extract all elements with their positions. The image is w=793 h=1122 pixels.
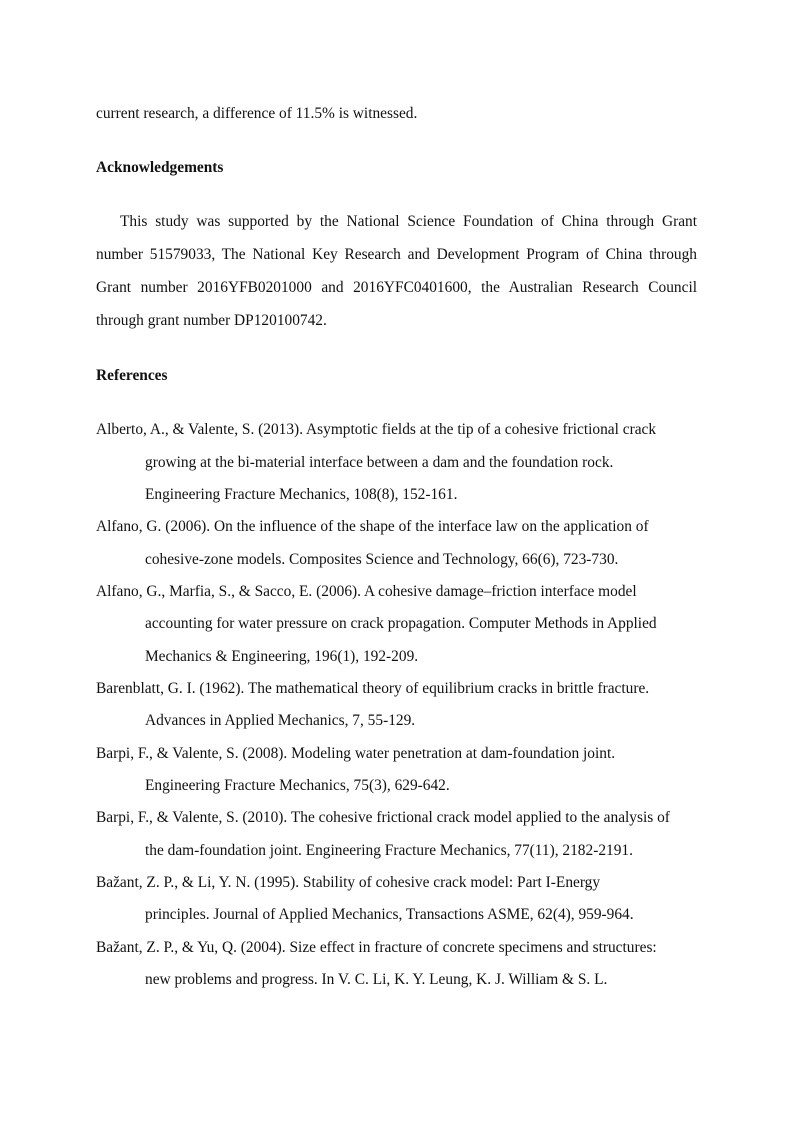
reference-line: cohesive-zone models. Composites Science and Technology, 66(6), 723-730. [145,551,619,568]
references-heading: References [96,367,168,384]
reference-line: the dam-foundation joint. Engineering Fracture Mechanics, 77(11), 2182-2191. [145,842,633,859]
reference-line: new problems and progress. In V. C. Li, K. Y. Leung, K. J. William & S. L. [145,971,608,988]
acknowledgements-heading: Acknowledgements [96,159,224,176]
reference-line: Barpi, F., & Valente, S. (2010). The cohesive frictional crack model applied to the analysis of [96,809,670,826]
acknowledgements-line: through grant number DP120100742. [96,312,327,329]
acknowledgements-line: This study was supported by the National Science Foundation of China through Grant [120,213,697,230]
reference-line: Mechanics & Engineering, 196(1), 192-209. [145,648,419,665]
reference-line: Barenblatt, G. I. (1962). The mathematical theory of equilibrium cracks in brittle fracture. [96,680,650,697]
reference-line: Engineering Fracture Mechanics, 108(8), 152-161. [145,486,458,503]
reference-line: Bažant, Z. P., & Li, Y. N. (1995). Stability of cohesive crack model: Part I-Energy [96,874,601,891]
reference-line: Bažant, Z. P., & Yu, Q. (2004). Size effect in fracture of concrete specimens and structures: [96,939,657,956]
continuation-text: current research, a difference of 11.5% is witnessed. [96,105,418,122]
reference-line: Alfano, G., Marfia, S., & Sacco, E. (2006). A cohesive damage–friction interface model [96,583,637,600]
reference-line: Engineering Fracture Mechanics, 75(3), 629-642. [145,777,450,794]
reference-line: accounting for water pressure on crack propagation. Computer Methods in Applied [145,615,657,632]
reference-line: Alfano, G. (2006). On the influence of the shape of the interface law on the application of [96,518,649,535]
acknowledgements-line: number 51579033, The National Key Research and Development Program of China through [96,246,697,263]
reference-line: Alberto, A., & Valente, S. (2013). Asymptotic fields at the tip of a cohesive frictional crack [96,421,657,438]
acknowledgements-line: Grant number 2016YFB0201000 and 2016YFC0401600, the Australian Research Council [96,279,697,296]
reference-line: growing at the bi-material interface between a dam and the foundation rock. [145,454,614,471]
reference-line: principles. Journal of Applied Mechanics, Transactions ASME, 62(4), 959-964. [145,906,634,923]
reference-line: Barpi, F., & Valente, S. (2008). Modeling water penetration at dam-foundation joint. [96,745,616,762]
reference-line: Advances in Applied Mechanics, 7, 55-129. [145,712,416,729]
